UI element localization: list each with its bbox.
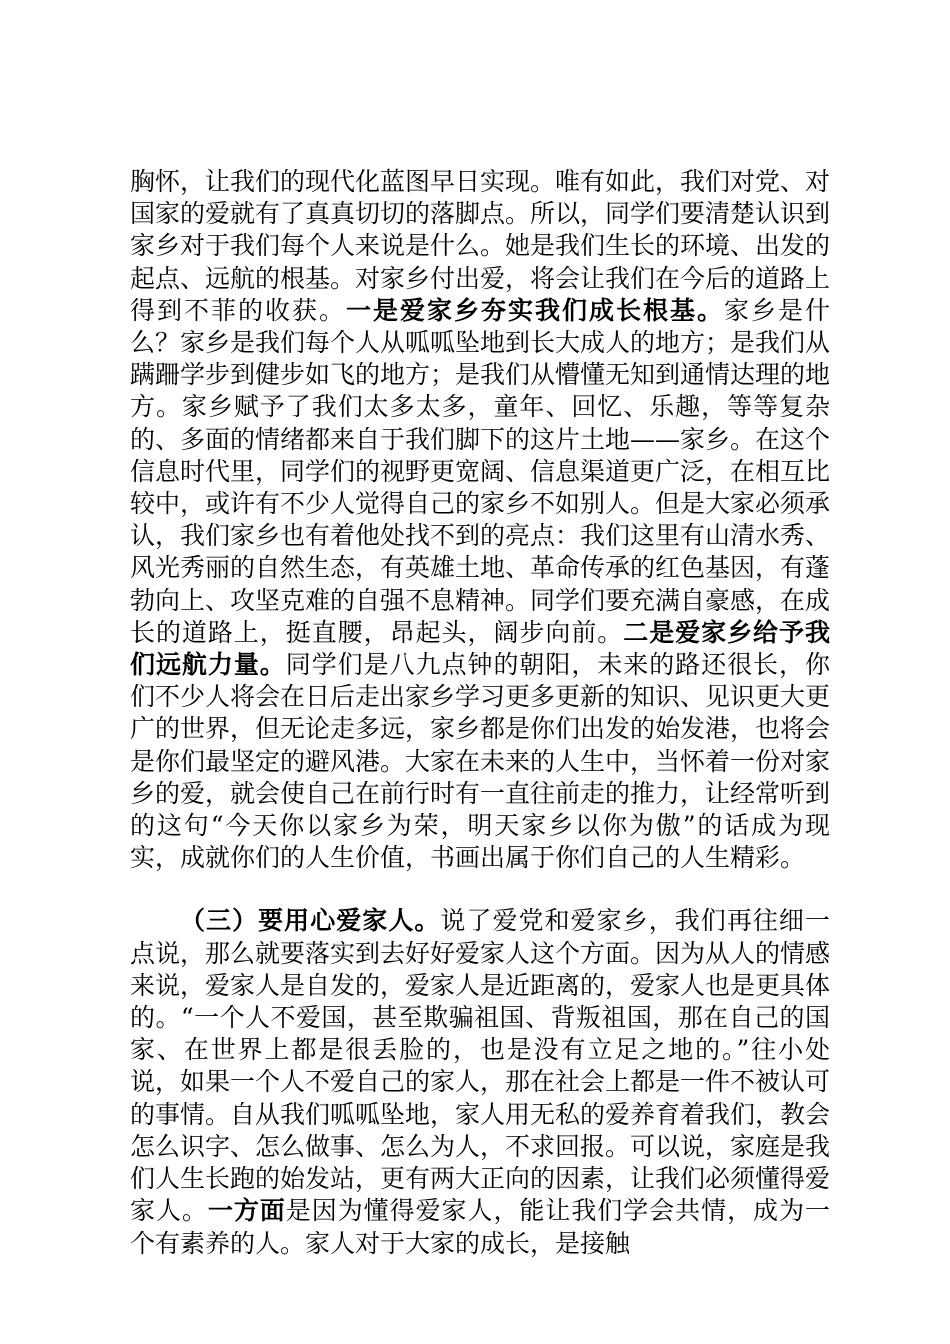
document-page bbox=[130, 166, 830, 1260]
bold-heading-point-two: 二是爱家乡给予我们远航力量。 bbox=[130, 617, 830, 680]
section-heading-three: （三）要用心爱家人。 bbox=[180, 906, 441, 936]
paragraph-love-hometown bbox=[130, 166, 830, 874]
text-segment: 说了爱党和爱家乡，我们再往细一点说，那么就要落实到去好好爱家人这个方面。因为从人的情感来说，爱家人是自发的，爱家人是近距离的，爱家人也是更具体的。“一个人不爱国，甚至欺骗祖国、背叛祖国，那在自己的国家、在世界上都是很丢脸的，也是没有立足之地的。”往小处说，如果一个人不爱自己的家人，那在社会上都是一件不被认可的事情。自从我们呱呱坠地，家人用无私的爱养育着我们，教会怎么识字、怎么做事、怎么为人，不求回报。可以说，家庭是我们人生长跑的始发站，更有两大正向的因素，让我们必须懂得爱家人。 bbox=[130, 906, 831, 1226]
bold-heading-on-one-hand: 一方面 bbox=[207, 1196, 286, 1226]
text-segment: 胸怀，让我们的现代化蓝图早日实现。唯有如此，我们对党、对国家的爱就有了真真切切的落脚点。所以，同学们要清楚认识到家乡对于我们每个人来说是什么。她是我们生长的环境、出发的起点、远航的根基。对家乡付出爱，将会让我们在今后的道路上得到不菲的收获。 bbox=[130, 167, 831, 325]
text-segment: 家乡是什么？家乡是我们每个人从呱呱坠地到长大成人的地方；是我们从蹒跚学步到健步如飞的地方；是我们从懵懂无知到通情达理的地方。家乡赋予了我们太多太多，童年、回忆、乐趣，等等复杂的、多面的情绪都来自于我们脚下的这片土地——家乡。在这个信息时代里，同学们的视野更宽阔、信息渠道更广泛，在相互比较中，或许有不少人觉得自己的家乡不如别人。但是大家必须承认，我们家乡也有着他处找不到的亮点：我们这里有山清水秀、风光秀丽的自然生态，有英雄土地、革命传承的红色基因，有蓬勃向上、攻坚克难的自强不息精神。同学们要充满自豪感，在成长的道路上，挺直腰，昂起头，阔步向前。 bbox=[130, 295, 831, 647]
paragraph-love-family bbox=[130, 905, 830, 1259]
bold-heading-point-one: 一是爱家乡夯实我们成长根基。 bbox=[346, 295, 724, 325]
text-segment: 同学们是八九点钟的朝阳，未来的路还很长，你们不少人将会在日后走出家乡学习更多更新的知识、见识更大更广的世界，但无论走多远，家乡都是你们出发的始发港，也将会是你们最坚定的避风港。大家在未来的人生中，当怀着一份对家乡的爱，就会使自己在前行时有一直往前走的推力，让经常听到的这句“今天你以家乡为荣，明天家乡以你为傲”的话成为现实，成就你们的人生价值，书画出属于你们自己的人生精彩。 bbox=[130, 650, 831, 873]
text-segment: 是因为懂得爱家人，能让我们学会共情，成为一个有素养的人。家人对于大家的成长，是接触 bbox=[130, 1196, 830, 1258]
paragraph-gap bbox=[130, 874, 830, 905]
